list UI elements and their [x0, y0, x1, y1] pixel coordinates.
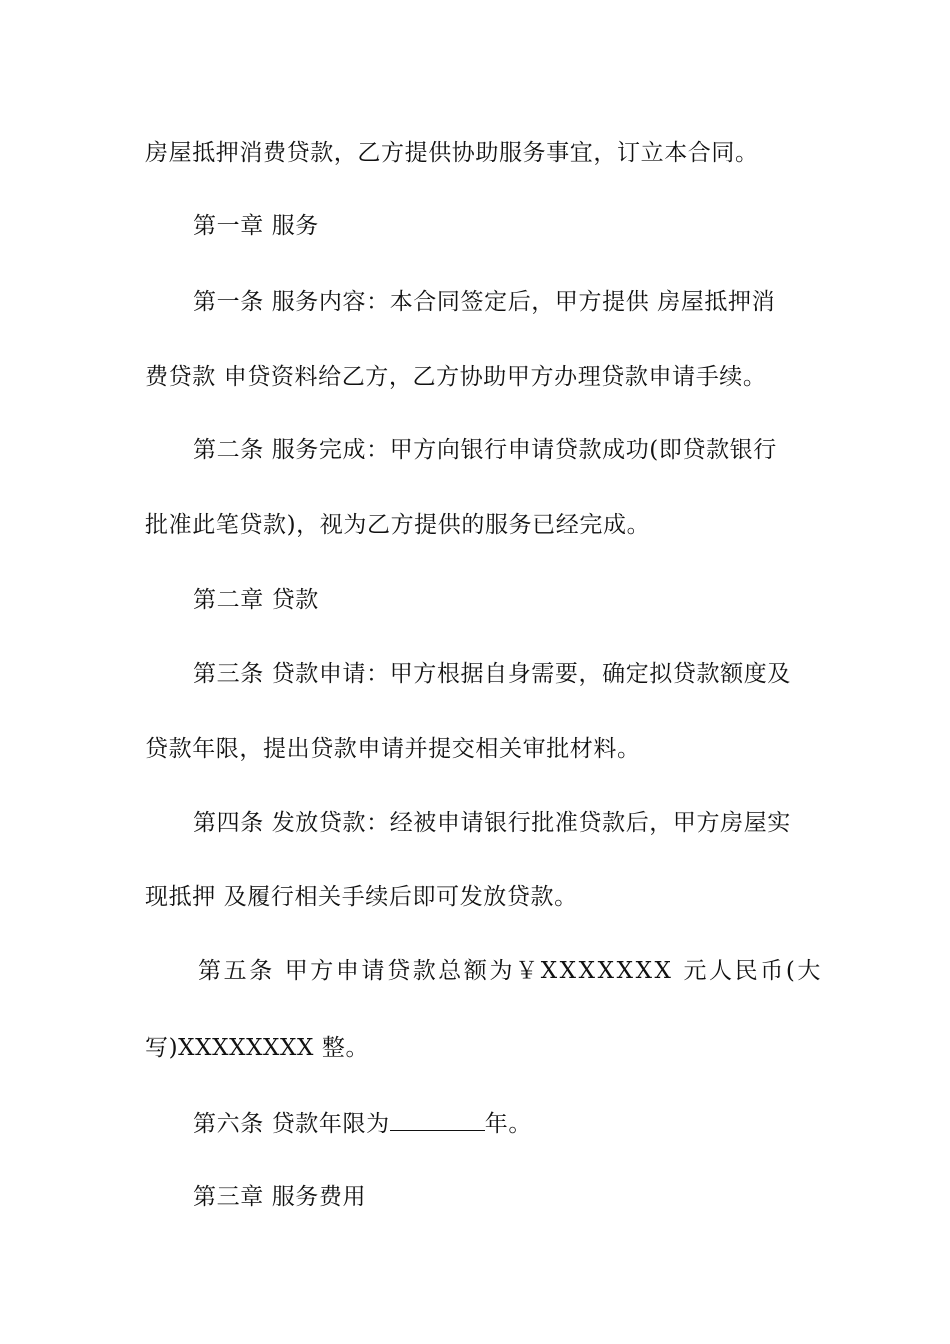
article-line: 贷款年限，提出贷款申请并提交相关审批材料。: [145, 736, 641, 762]
article-line: 现抵押 及履行相关手续后即可发放贷款。: [145, 884, 578, 910]
article-line: 批准此笔贷款)，视为乙方提供的服务已经完成。: [145, 512, 651, 538]
fill-in-blank: [390, 1108, 485, 1131]
article-line: 第一条 服务内容：本合同签定后，甲方提供 房屋抵押消: [193, 289, 776, 315]
article-line: 第三条 贷款申请：甲方根据自身需要，确定拟贷款额度及: [193, 661, 791, 687]
article-line: [193, 1108, 858, 1139]
chapter-heading: 第二章 贷款: [193, 587, 319, 613]
chapter-heading: 第三章 服务费用: [193, 1184, 367, 1210]
chapter-heading: 第一章 服务: [193, 213, 319, 239]
article-line: 第四条 发放贷款：经被申请银行批准贷款后，甲方房屋实: [193, 810, 791, 836]
article-line: 费贷款 申贷资料给乙方，乙方协助甲方办理贷款申请手续。: [145, 364, 767, 390]
article-text: 第六条 贷款年限为: [193, 1111, 390, 1137]
article-text: 年。: [484, 1111, 532, 1137]
article-line: 写)XXXXXXXX 整。: [145, 1035, 370, 1061]
article-line: 第五条 甲方申请贷款总额为￥XXXXXXX 元人民币(大: [198, 958, 824, 984]
article-line: 第二条 服务完成：甲方向银行申请贷款成功(即贷款银行: [193, 437, 777, 463]
paragraph-line: 房屋抵押消费贷款，乙方提供协助服务事宜，订立本合同。: [145, 140, 759, 166]
